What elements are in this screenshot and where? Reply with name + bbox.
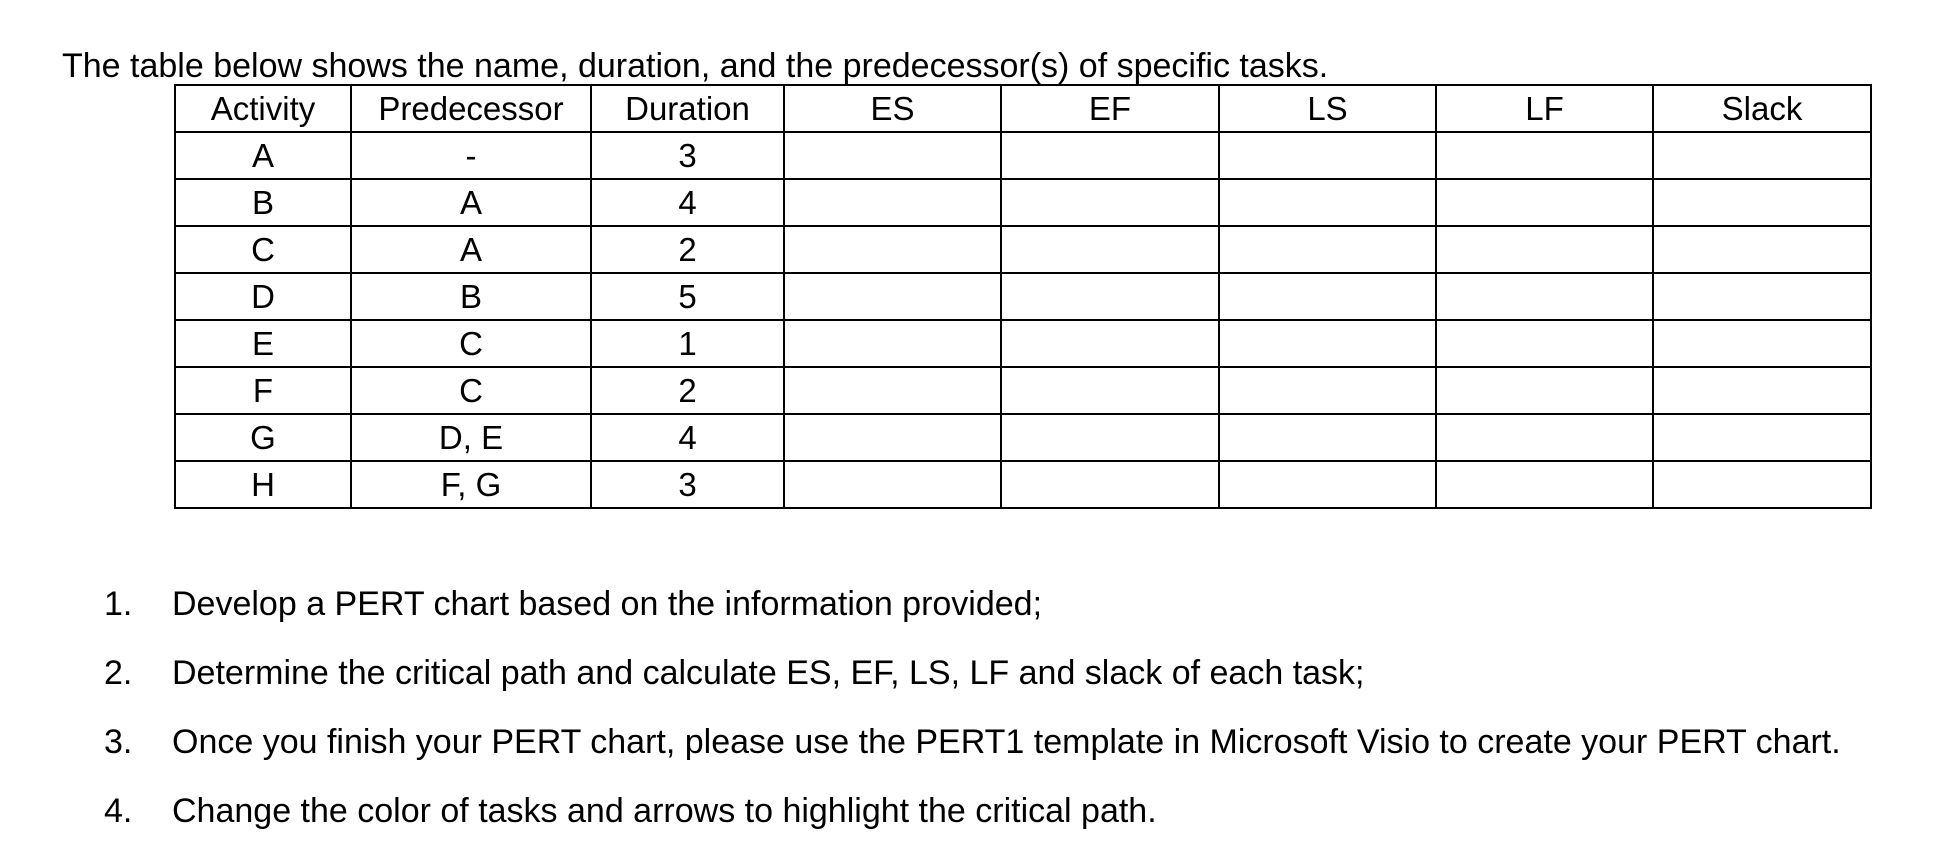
- cell-ls: [1219, 132, 1436, 179]
- cell-lf: [1436, 132, 1653, 179]
- task-table: [174, 84, 1872, 509]
- cell-duration: 5: [591, 273, 784, 320]
- instruction-item: [104, 570, 1841, 639]
- cell-activity: C: [175, 226, 351, 273]
- cell-predecessor: B: [351, 273, 591, 320]
- cell-predecessor: A: [351, 226, 591, 273]
- cell-es: [784, 461, 1001, 508]
- cell-duration: 2: [591, 226, 784, 273]
- cell-lf: [1436, 320, 1653, 367]
- header-ef: EF: [1001, 85, 1219, 132]
- cell-ef: [1001, 320, 1219, 367]
- cell-activity: A: [175, 132, 351, 179]
- table-row: [175, 414, 1871, 461]
- cell-predecessor: C: [351, 320, 591, 367]
- table-header-row: [175, 85, 1871, 132]
- cell-predecessor: C: [351, 367, 591, 414]
- instruction-item: [104, 777, 1841, 846]
- cell-slack: [1653, 414, 1871, 461]
- header-es: ES: [784, 85, 1001, 132]
- cell-lf: [1436, 226, 1653, 273]
- cell-slack: [1653, 367, 1871, 414]
- cell-predecessor: A: [351, 179, 591, 226]
- instruction-text: Change the color of tasks and arrows to highlight the critical path.: [172, 792, 1157, 830]
- instruction-text: Once you finish your PERT chart, please use the PERT1 template in Microsoft Visio to create your PERT chart.: [172, 723, 1841, 761]
- cell-es: [784, 179, 1001, 226]
- cell-activity: E: [175, 320, 351, 367]
- table-row: [175, 461, 1871, 508]
- cell-ef: [1001, 414, 1219, 461]
- cell-ls: [1219, 461, 1436, 508]
- cell-ef: [1001, 273, 1219, 320]
- cell-duration: 2: [591, 367, 784, 414]
- cell-activity: B: [175, 179, 351, 226]
- cell-ef: [1001, 367, 1219, 414]
- cell-es: [784, 414, 1001, 461]
- header-duration: Duration: [591, 85, 784, 132]
- cell-duration: 4: [591, 414, 784, 461]
- table-row: [175, 367, 1871, 414]
- cell-es: [784, 273, 1001, 320]
- instruction-text: Develop a PERT chart based on the information provided;: [172, 585, 1043, 623]
- cell-ef: [1001, 132, 1219, 179]
- table-row: [175, 320, 1871, 367]
- instruction-number: 2.: [104, 654, 133, 692]
- cell-predecessor: F, G: [351, 461, 591, 508]
- cell-activity: D: [175, 273, 351, 320]
- cell-ef: [1001, 461, 1219, 508]
- table-row: [175, 273, 1871, 320]
- cell-slack: [1653, 461, 1871, 508]
- cell-predecessor: D, E: [351, 414, 591, 461]
- cell-activity: G: [175, 414, 351, 461]
- cell-ls: [1219, 414, 1436, 461]
- header-lf: LF: [1436, 85, 1653, 132]
- cell-es: [784, 320, 1001, 367]
- cell-activity: H: [175, 461, 351, 508]
- cell-activity: F: [175, 367, 351, 414]
- cell-slack: [1653, 179, 1871, 226]
- cell-lf: [1436, 414, 1653, 461]
- cell-duration: 3: [591, 132, 784, 179]
- cell-duration: 4: [591, 179, 784, 226]
- intro-text: The table below shows the name, duration, and the predecessor(s) of specific tasks.: [62, 47, 1329, 85]
- cell-slack: [1653, 320, 1871, 367]
- cell-ls: [1219, 320, 1436, 367]
- instructions-list: [104, 570, 1841, 846]
- instruction-number: 1.: [104, 585, 133, 623]
- instruction-text: Determine the critical path and calculate ES, EF, LS, LF and slack of each task;: [172, 654, 1365, 692]
- header-ls: LS: [1219, 85, 1436, 132]
- cell-es: [784, 132, 1001, 179]
- cell-slack: [1653, 273, 1871, 320]
- cell-ls: [1219, 179, 1436, 226]
- table-row: [175, 226, 1871, 273]
- cell-ls: [1219, 367, 1436, 414]
- cell-predecessor: -: [351, 132, 591, 179]
- cell-slack: [1653, 132, 1871, 179]
- cell-es: [784, 367, 1001, 414]
- cell-lf: [1436, 461, 1653, 508]
- header-activity: Activity: [175, 85, 351, 132]
- cell-lf: [1436, 179, 1653, 226]
- table-row: [175, 132, 1871, 179]
- cell-duration: 3: [591, 461, 784, 508]
- cell-ls: [1219, 273, 1436, 320]
- instruction-item: [104, 639, 1841, 708]
- cell-ef: [1001, 179, 1219, 226]
- instruction-number: 3.: [104, 723, 133, 761]
- cell-lf: [1436, 367, 1653, 414]
- header-predecessor: Predecessor: [351, 85, 591, 132]
- cell-lf: [1436, 273, 1653, 320]
- cell-duration: 1: [591, 320, 784, 367]
- table-row: [175, 179, 1871, 226]
- instruction-number: 4.: [104, 792, 133, 830]
- cell-ls: [1219, 226, 1436, 273]
- instruction-item: [104, 708, 1841, 777]
- cell-ef: [1001, 226, 1219, 273]
- cell-slack: [1653, 226, 1871, 273]
- cell-es: [784, 226, 1001, 273]
- header-slack: Slack: [1653, 85, 1871, 132]
